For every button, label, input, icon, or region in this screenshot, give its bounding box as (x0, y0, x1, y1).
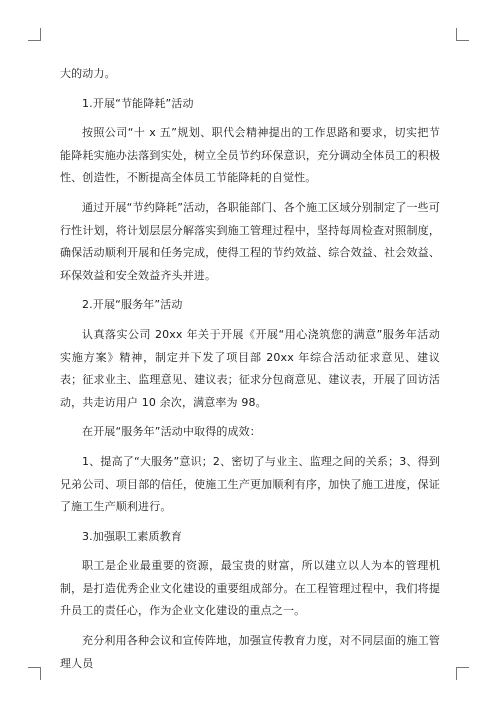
paragraph: 通过开展“节约降耗”活动，各职能部门、各个施工区域分别制定了一些可行性计划，将计划层层分解落实到施工管理过程中，坚持每周检查对照制度，确保活动顺利开展和任务完成，使得工程的节约效益、综合效益、社会效益、环保效益和安全效益齐头并进。 (60, 200, 440, 282)
paragraph: 在开展“服务年”活动中取得的成效： (82, 425, 261, 439)
section-heading-service-year: 2.开展“服务年”活动 (82, 298, 183, 312)
paragraph: 充分利用各种会议和宣传阵地，加强宣传教育力度，对不同层面的施工管理人员 (60, 634, 440, 670)
paragraph: 认真落实公司 20xx 年关于开展《开展“用心浇筑您的满意”服务年活动实施方案》精神，制定并下发了项目部 20xx 年综合活动征求意见、建议表；征求业主、监理意见、建议表；征求分包商意见、建议表，开展了回访活动，共走访用户 10 余次，满意率为 98。 (60, 327, 440, 409)
crop-mark-bottom-right (456, 667, 469, 680)
crop-mark-bottom-left (28, 667, 41, 680)
document-body (60, 63, 440, 682)
section-heading-staff-education: 3.加强职工素质教育 (82, 529, 182, 543)
paragraph: 职工是企业最重要的资源，最宝贵的财富，所以建立以人为本的管理机制，是打造优秀企业文化建设的重要组成部分。在工程管理过程中，我们将提升员工的责任心，作为企业文化建设的重点之一。 (60, 559, 440, 618)
paragraph-continuation: 大的动力。 (60, 67, 116, 80)
paragraph: 1、提高了“大服务”意识；2、密切了与业主、监理之间的关系；3、得到兄弟公司、项目部的信任，使施工生产更加顺利有序，加快了施工进度，保证了施工生产顺利进行。 (60, 454, 440, 514)
crop-mark-top-left (28, 28, 41, 41)
crop-mark-top-right (456, 28, 469, 41)
section-heading-energy-saving: 1.开展“节能降耗”活动 (82, 96, 194, 110)
paragraph: 按照公司“十 x 五”规划、职代会精神提出的工作思路和要求，切实把节能降耗实施办法落到实处，树立全员节约环保意识，充分调动全体员工的积极性、创造性，不断提高全体员工节能降耗的自觉性。 (60, 126, 440, 185)
